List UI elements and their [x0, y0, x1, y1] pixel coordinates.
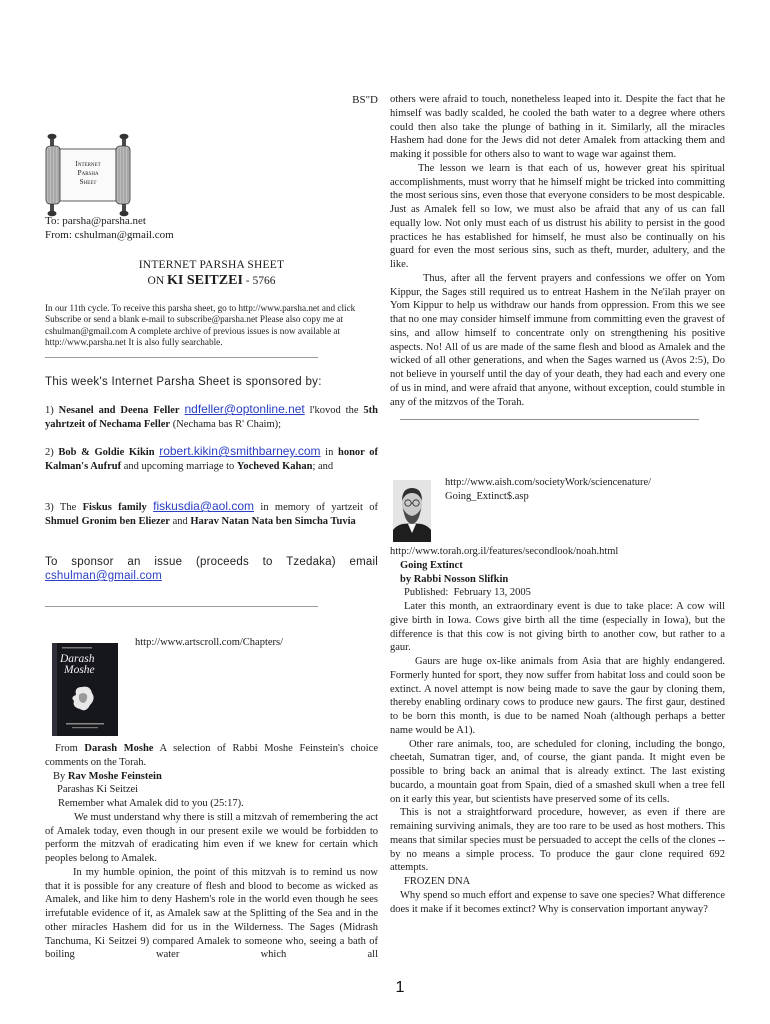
sponsor-honoree: honor of Kalman's Aufruf [45, 447, 379, 472]
sponsor-number: 3) The [45, 502, 83, 513]
article-paragraph: Other rare animals, too, are scheduled for cloning, including the bongo, cheetah, Sumatran tiger, and, of course, the giant panda. It might even be possible to bring back an animal that is already extinct. The last existing bucardo, a mountain goat from Spain, died of a smashed skull when a tree fell on it early this year, but scientists have preserved some of its cells. [390, 738, 725, 805]
book-spine [52, 643, 57, 736]
scroll-right-roller [116, 134, 130, 217]
logo-text-line-1: Internet [75, 159, 101, 168]
sponsor-honoree: Shmuel Gronim ben Eliezer [45, 516, 170, 527]
title-on: ON [147, 275, 168, 287]
contact-info [45, 214, 378, 242]
author-name: Rav Moshe Feinstein [67, 770, 162, 782]
article-paragraph: This is not a straightforward procedure, however, as even if there are remaining surviving animals, they are too rare to be used as host mothers. This means that similar species must be persuaded to accept the cells of the clones -- by no means a simple process. To produce the gaur clone required 692 attempts. [390, 807, 725, 874]
article-byline-text: by Rabbi Nosson Slifkin [400, 573, 509, 585]
scroll-left-roller [46, 134, 60, 217]
book-bottom-text-bar [66, 723, 104, 725]
title-line-2 [45, 273, 378, 289]
source-book-name: Darash Moshe [84, 743, 154, 754]
book-bottom-text-bar [72, 727, 98, 728]
sponsor-text: and [169, 516, 191, 527]
source-prefix: From [55, 743, 85, 754]
sponsor-text: (Nechama bas R' Chaim); [170, 419, 282, 430]
sheet-title [45, 257, 378, 289]
article-paragraph: We must understand why there is still a mitzvah of remembering the act of Amalek today, even though in our present exile we would be forbidden to perform the mitzvah of eradicating him even if we knew for certain which peoples belong to Amalek. [45, 811, 378, 864]
article-paragraph: others were afraid to touch, nonetheless leaped into it. Despite the fact that he himself was badly scalded, he cooled the bath water to a degree where others could then also take the plunge of bathing in it. Similarly, all the miracles Hashem had done for the Jews did not deter Amalek from attacking them and making it possible for others also to want to wage war against them. [390, 94, 725, 160]
torah-url: http://www.torah.org.il/features/secondlook/noah.html [390, 546, 619, 557]
sponsor-number: 2) [45, 447, 59, 458]
darash-moshe-book-cover [52, 643, 118, 736]
title-year: - 5766 [242, 275, 276, 287]
sponsors-heading: This week's Internet Parsha Sheet is sponsored by: [45, 376, 322, 388]
right-roller-top-knob [120, 134, 129, 140]
sponsor-email-link[interactable]: fiskusdia@aol.com [153, 499, 255, 513]
sponsor-item-2 [45, 445, 378, 474]
article-paragraph: The lesson we learn is that each of us, however great his spiritual accomplishments, must worry that he himself might be tricked into committing the most serious sins, even those that everyone considers to be most despicable. Just as Amalek fell so low, we must also be afraid that any of us can fall equally low. Not only must each of us distrust his ability to persist in the good practices he has established for himself, he must also be continually on his guard for even the most serious sins, such as theft, murder, adultery, and the like. [390, 162, 725, 270]
sponsor-name: Fiskus family [82, 502, 147, 513]
article-paragraph: Gaurs are huge ox-like animals from Asia that are highly endangered. Formerly hunted for sport, they now suffer from habitat loss and could soon be extinct. A novel attempt is now being made to save the gaur by cloning them, thereby enabling ordinary cows to produce new gaurs. The first gaur, destined to be born this month, is due to be named Noah (although perhaps a better name would be A1). [390, 656, 725, 736]
sponsor-email-link[interactable]: ndfeller@optonline.net [184, 402, 305, 416]
sponsor-honoree: 5th yahrtzeit of Nechama Feller [45, 405, 378, 430]
verse-quote: Remember what Amalek did to you (25:17). [58, 798, 244, 809]
article-paragraph: In my humble opinion, the point of this mitzvah is to remind us now that it is possible for any creature of flesh and blood to become as wicked as Amalek, and like him to deny Hashem's role in the world even though he sees irrefutable evidence of it, as Amalek saw at the Splitting of the Sea and in the other miracles Hashem did for us in the Wilderness. The Sages (Midrash Tanchuma, Ki Seitzei 9) compared Amalek to someone who, seeing a bath of boiling water which all [45, 866, 378, 961]
divider-line-2: ____________________________________________________ [45, 597, 318, 608]
contact-to: To: parsha@parsha.net [45, 215, 146, 227]
article-title [390, 559, 725, 573]
aish-url [445, 476, 725, 504]
sponsor-call-text: To sponsor an issue (proceeds to Tzedaka) email [45, 556, 378, 568]
darash-moshe-article-continued [390, 93, 725, 423]
going-extinct-article [390, 545, 725, 916]
article-title-text: Going Extinct [400, 559, 463, 571]
article-byline [390, 573, 725, 587]
sponsor-text: and upcoming marriage to [121, 461, 237, 472]
left-roller-top-knob [48, 134, 57, 140]
sponsor-call-to-action [45, 555, 378, 583]
sponsor-name: Bob & Goldie Kikin [58, 447, 155, 458]
author-photo [393, 480, 431, 542]
artscroll-url: http://www.artscroll.com/Chapters/ [135, 637, 284, 648]
bsd-header: BS"D [352, 94, 378, 106]
article-paragraph: Why spend so much effort and expense to save one species? What difference does it make if it becomes extinct? Why is conservation important anyway? [390, 889, 725, 915]
divider-line-3: ____________________________________________________ [400, 409, 699, 422]
contact-from: From: cshulman@gmail.com [45, 229, 174, 241]
logo-text-line-3: Sheet [79, 177, 97, 186]
sponsor-honoree: Yocheved Kahan [236, 461, 313, 472]
logo-text-line-2: Parsha [77, 168, 99, 177]
subscription-intro: In our 11th cycle. To receive this parsha sheet, go to http://www.parsha.net and click Subscribe or send a blank e-mail to subscribe@parsha.net Please also copy me at cshulman@gmail.com A complete archive of previous issues is now available at http://www.parsha.net It is also fully searchable. [45, 303, 356, 348]
book-top-text-bar [62, 647, 92, 649]
article-paragraph: Later this month, an extraordinary event is due to take place: A cow will give birth in Iowa. Cows give birth all the time (especially in Iowa), but the difference is that this cow is not giving birth to another cow, but rather to a gaur. [390, 601, 725, 654]
title-parsha-name: KI SEITZEI [167, 273, 243, 288]
article-paragraph: Thus, after all the fervent prayers and confessions we offer on Yom Kippur, the Sages still required us to entreat Hashem in the Ne'ilah prayer on Yom Kippur to help us withdraw our hands from oppression. From this we see that no one may consider himself immune from committing even the gravest of sins, and allow himself to concentrate only on strengthening his positive aspects. No! All of us are made of the same flesh and blood as Amalek and the wicked of all other generations, and when the Sages warned us (Avos 2:5), Do not believe in yourself until the day of your death, they had each and every one of us in mind, and were afraid that anyone, without exception, could stumble in any of the mitzvos of the Torah. [390, 272, 725, 408]
sponsor-text: in memory of yartzeit of [254, 502, 379, 513]
parasha-name: Parashas Ki Seitzei [57, 784, 139, 796]
title-line-1: INTERNET PARSHA SHEET [138, 259, 285, 271]
book-title-line-1: Darash [60, 653, 95, 665]
darash-moshe-article [45, 742, 378, 962]
sponsor-number: 1) [45, 405, 59, 416]
parsha-sheet-scroll-logo [45, 133, 131, 217]
page-number: 1 [395, 979, 405, 996]
book-title-line-2: Moshe [64, 664, 95, 676]
article-source-line [45, 742, 378, 770]
aish-url-line-2: Going_Extinct$.asp [445, 491, 529, 502]
sponsor-name: Nesanel and Deena Feller [58, 405, 180, 416]
sponsor-email-link[interactable]: robert.kikin@smithbarney.com [159, 444, 321, 458]
aish-url-line-1: http://www.aish.com/societyWork/sciencenature/ [445, 477, 652, 488]
article-published-date: Published: February 13, 2005 [404, 587, 531, 599]
article-author-line [45, 770, 378, 784]
sponsor-item-3 [45, 500, 378, 529]
article-subheading: FROZEN DNA [404, 876, 471, 887]
sponsor-text: ; and [312, 461, 334, 472]
sponsor-honoree: Harav Natan Nata ben Simcha Tuvia [190, 516, 356, 527]
sponsor-text: in [320, 447, 338, 458]
divider-line-1: ____________________________________________________ [45, 348, 318, 359]
source-description: A selection of Rabbi Moshe Feinstein's choice comments on the Torah. [45, 743, 378, 768]
sponsor-call-email-link[interactable]: cshulman@gmail.com [45, 570, 162, 582]
author-prefix: By [53, 770, 68, 782]
sponsor-item-1 [45, 403, 378, 432]
sponsor-text: l'kovod the [304, 405, 364, 416]
